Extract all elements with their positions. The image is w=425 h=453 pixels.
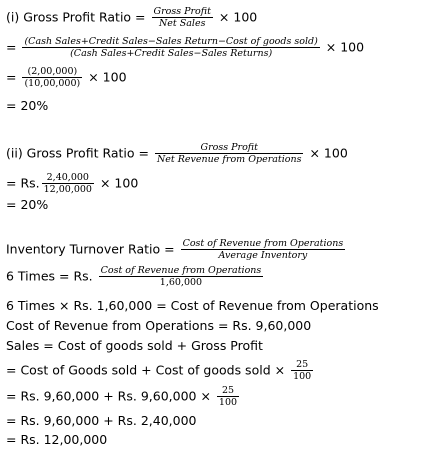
sol1-fraction-gp-ns bbox=[152, 6, 213, 29]
inv-line6 bbox=[6, 359, 315, 382]
sol2-title: (ii) Gross Profit Ratio = bbox=[6, 145, 149, 161]
times-100: × 100 bbox=[99, 175, 139, 191]
times-100: × 100 bbox=[88, 69, 127, 85]
sol1-line2 bbox=[6, 36, 364, 59]
sol1-line3 bbox=[6, 66, 127, 89]
fraction-numerator: (Cash Sales+Credit Sales−Sales Return−Cost of goods sold) bbox=[24, 36, 318, 47]
inv-title: Inventory Turnover Ratio = bbox=[6, 241, 175, 257]
sol1-fraction-expanded bbox=[22, 36, 319, 59]
sol1-line1 bbox=[6, 6, 257, 29]
markup-fraction bbox=[217, 385, 239, 408]
fraction-denominator: 100 bbox=[293, 371, 312, 382]
inv-line2 bbox=[6, 265, 265, 288]
sol2-result: = 20% bbox=[6, 197, 49, 212]
inv-line1 bbox=[6, 238, 347, 261]
cogs-expression: = Cost of Goods sold + Cost of goods sold × bbox=[6, 362, 286, 378]
markup-fraction bbox=[291, 359, 313, 382]
inv-line3: 6 Times × Rs. 1,60,000 = Cost of Revenue from Operations bbox=[6, 298, 379, 313]
sol2-line2 bbox=[6, 172, 138, 195]
fraction-numerator: Cost of Revenue from Operations bbox=[182, 238, 344, 249]
rs-expression: = Rs. 9,60,000 + Rs. 9,60,000 × bbox=[6, 388, 211, 404]
fraction-denominator: Net Sales bbox=[158, 18, 206, 29]
rs-equals: = Rs. bbox=[6, 175, 40, 191]
inv-line9: = Rs. 12,00,000 bbox=[6, 432, 108, 447]
inv-line4: Cost of Revenue from Operations = Rs. 9,60,000 bbox=[6, 318, 312, 333]
sol1-title: (i) Gross Profit Ratio = bbox=[6, 9, 146, 25]
sol1-fraction-numbers bbox=[22, 66, 82, 89]
equals: = bbox=[6, 39, 17, 55]
fraction-numerator: Gross Profit bbox=[153, 6, 211, 17]
fraction-denominator: (Cash Sales+Credit Sales−Sales Returns) bbox=[70, 48, 273, 59]
fraction-denominator: 1,60,000 bbox=[159, 277, 203, 288]
inv-fraction-values bbox=[99, 265, 264, 288]
six-times: 6 Times = Rs. bbox=[6, 268, 93, 284]
fraction-numerator: 25 bbox=[291, 359, 313, 371]
fraction-denominator: 100 bbox=[218, 397, 238, 408]
fraction-denominator: Net Revenue from Operations bbox=[156, 154, 302, 165]
inv-line7 bbox=[6, 385, 241, 408]
times-100: × 100 bbox=[218, 9, 258, 25]
times-100: × 100 bbox=[325, 39, 365, 55]
inv-line5: Sales = Cost of goods sold + Gross Profit bbox=[6, 338, 263, 353]
sol2-fraction-gp-nro bbox=[155, 142, 304, 165]
fraction-numerator: Cost of Revenue from Operations bbox=[100, 265, 262, 276]
fraction-numerator: 2,40,000 bbox=[42, 172, 94, 184]
times-100: × 100 bbox=[309, 145, 348, 161]
fraction-denominator: 12,00,000 bbox=[43, 184, 92, 195]
inv-fraction-formula bbox=[181, 238, 346, 261]
sol2-fraction-numbers bbox=[42, 172, 94, 195]
fraction-denominator: Average Inventory bbox=[218, 250, 308, 261]
equals: = bbox=[6, 69, 17, 85]
fraction-numerator: 25 bbox=[217, 385, 239, 397]
fraction-denominator: (10,00,000) bbox=[24, 78, 81, 89]
sol1-result: = 20% bbox=[6, 98, 49, 113]
fraction-numerator: Gross Profit bbox=[155, 142, 304, 154]
sol2-line1 bbox=[6, 142, 348, 165]
inv-line8: = Rs. 9,60,000 + Rs. 2,40,000 bbox=[6, 413, 197, 428]
fraction-numerator: (2,00,000) bbox=[22, 66, 82, 78]
